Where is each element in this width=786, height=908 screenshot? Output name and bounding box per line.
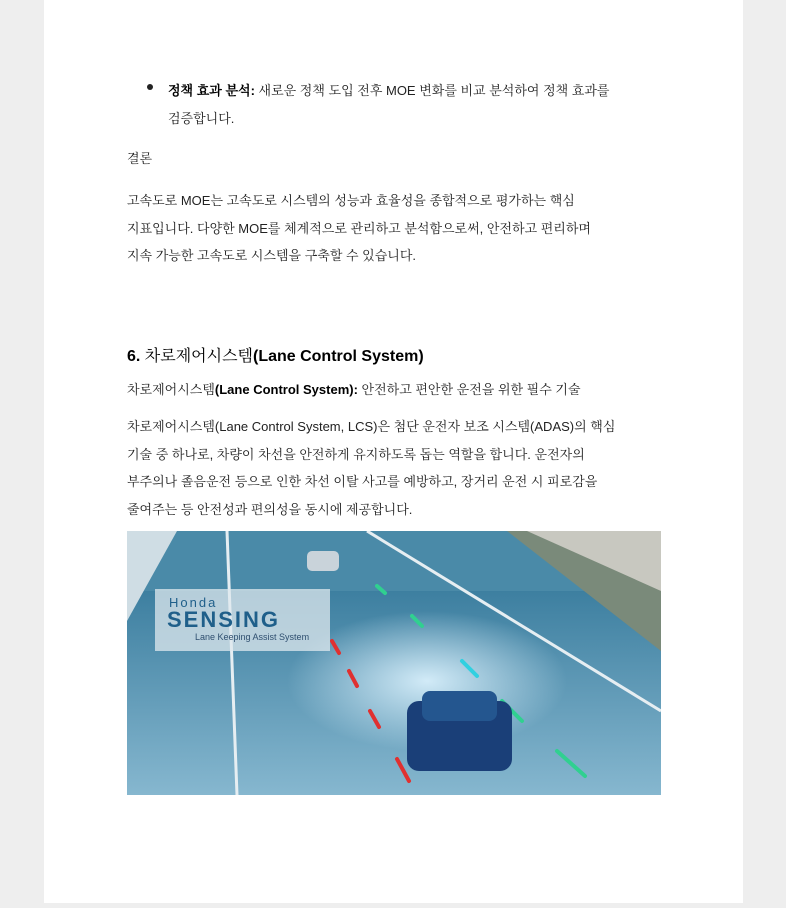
bullet-text: 새로운 정책 도입 전후 MOE 변화를 비교 분석하여 정책 효과를 (254, 83, 610, 98)
text-line: 고속도로 MOE는 고속도로 시스템의 성능과 효율성을 종합적으로 평가하는 핵심 (127, 193, 575, 208)
bullet-dot (147, 84, 153, 90)
bullet-label: 정책 효과 분석: (168, 83, 255, 98)
lane-keeping-image (127, 531, 661, 795)
text-line: 차로제어시스템(Lane Control System, LCS)은 첨단 운전자 보조 시스템(ADAS)의 핵심 (127, 419, 616, 434)
conclusion-heading: 결론 (127, 151, 153, 166)
subtitle-ko: 차로제어시스템 (127, 382, 215, 397)
section-subtitle (127, 376, 581, 404)
bullet-text: 검증합니다. (168, 110, 235, 126)
bullet-item (168, 77, 609, 132)
text-line: 지속 가능한 고속도로 시스템을 구축할 수 있습니다. (127, 248, 417, 263)
text-line: 부주의나 졸음운전 등으로 인한 차선 이탈 사고를 예방하고, 장거리 운전 시 피로감을 (127, 474, 598, 489)
logo-brand: Honda (169, 595, 218, 610)
section-number: 6. (127, 348, 141, 365)
text-line: 기술 중 하나로, 차량이 차선을 안전하게 유지하도록 돕는 역할을 합니다. 운전자의 (127, 446, 585, 462)
section-title-en: (Lane Control System) (252, 348, 424, 365)
text-line: 줄여주는 등 안전성과 편의성을 동시에 제공합니다. (127, 501, 413, 517)
document-page (44, 0, 743, 903)
subtitle-en: (Lane Control System): (214, 382, 358, 397)
logo-product: SENSING (167, 607, 281, 632)
subtitle-rest: 안전하고 편안한 운전을 위한 필수 기술 (357, 382, 581, 397)
section-paragraph (127, 413, 615, 523)
road-illustration (127, 531, 661, 795)
section-title-ko: 차로제어시스템 (140, 348, 253, 365)
logo-caption: Lane Keeping Assist System (195, 632, 310, 642)
section-heading (127, 343, 424, 366)
text-line: 지표입니다. 다양한 MOE를 체계적으로 관리하고 분석함으로써, 안전하고 편리하며 (127, 220, 591, 236)
conclusion-paragraph (127, 187, 591, 270)
